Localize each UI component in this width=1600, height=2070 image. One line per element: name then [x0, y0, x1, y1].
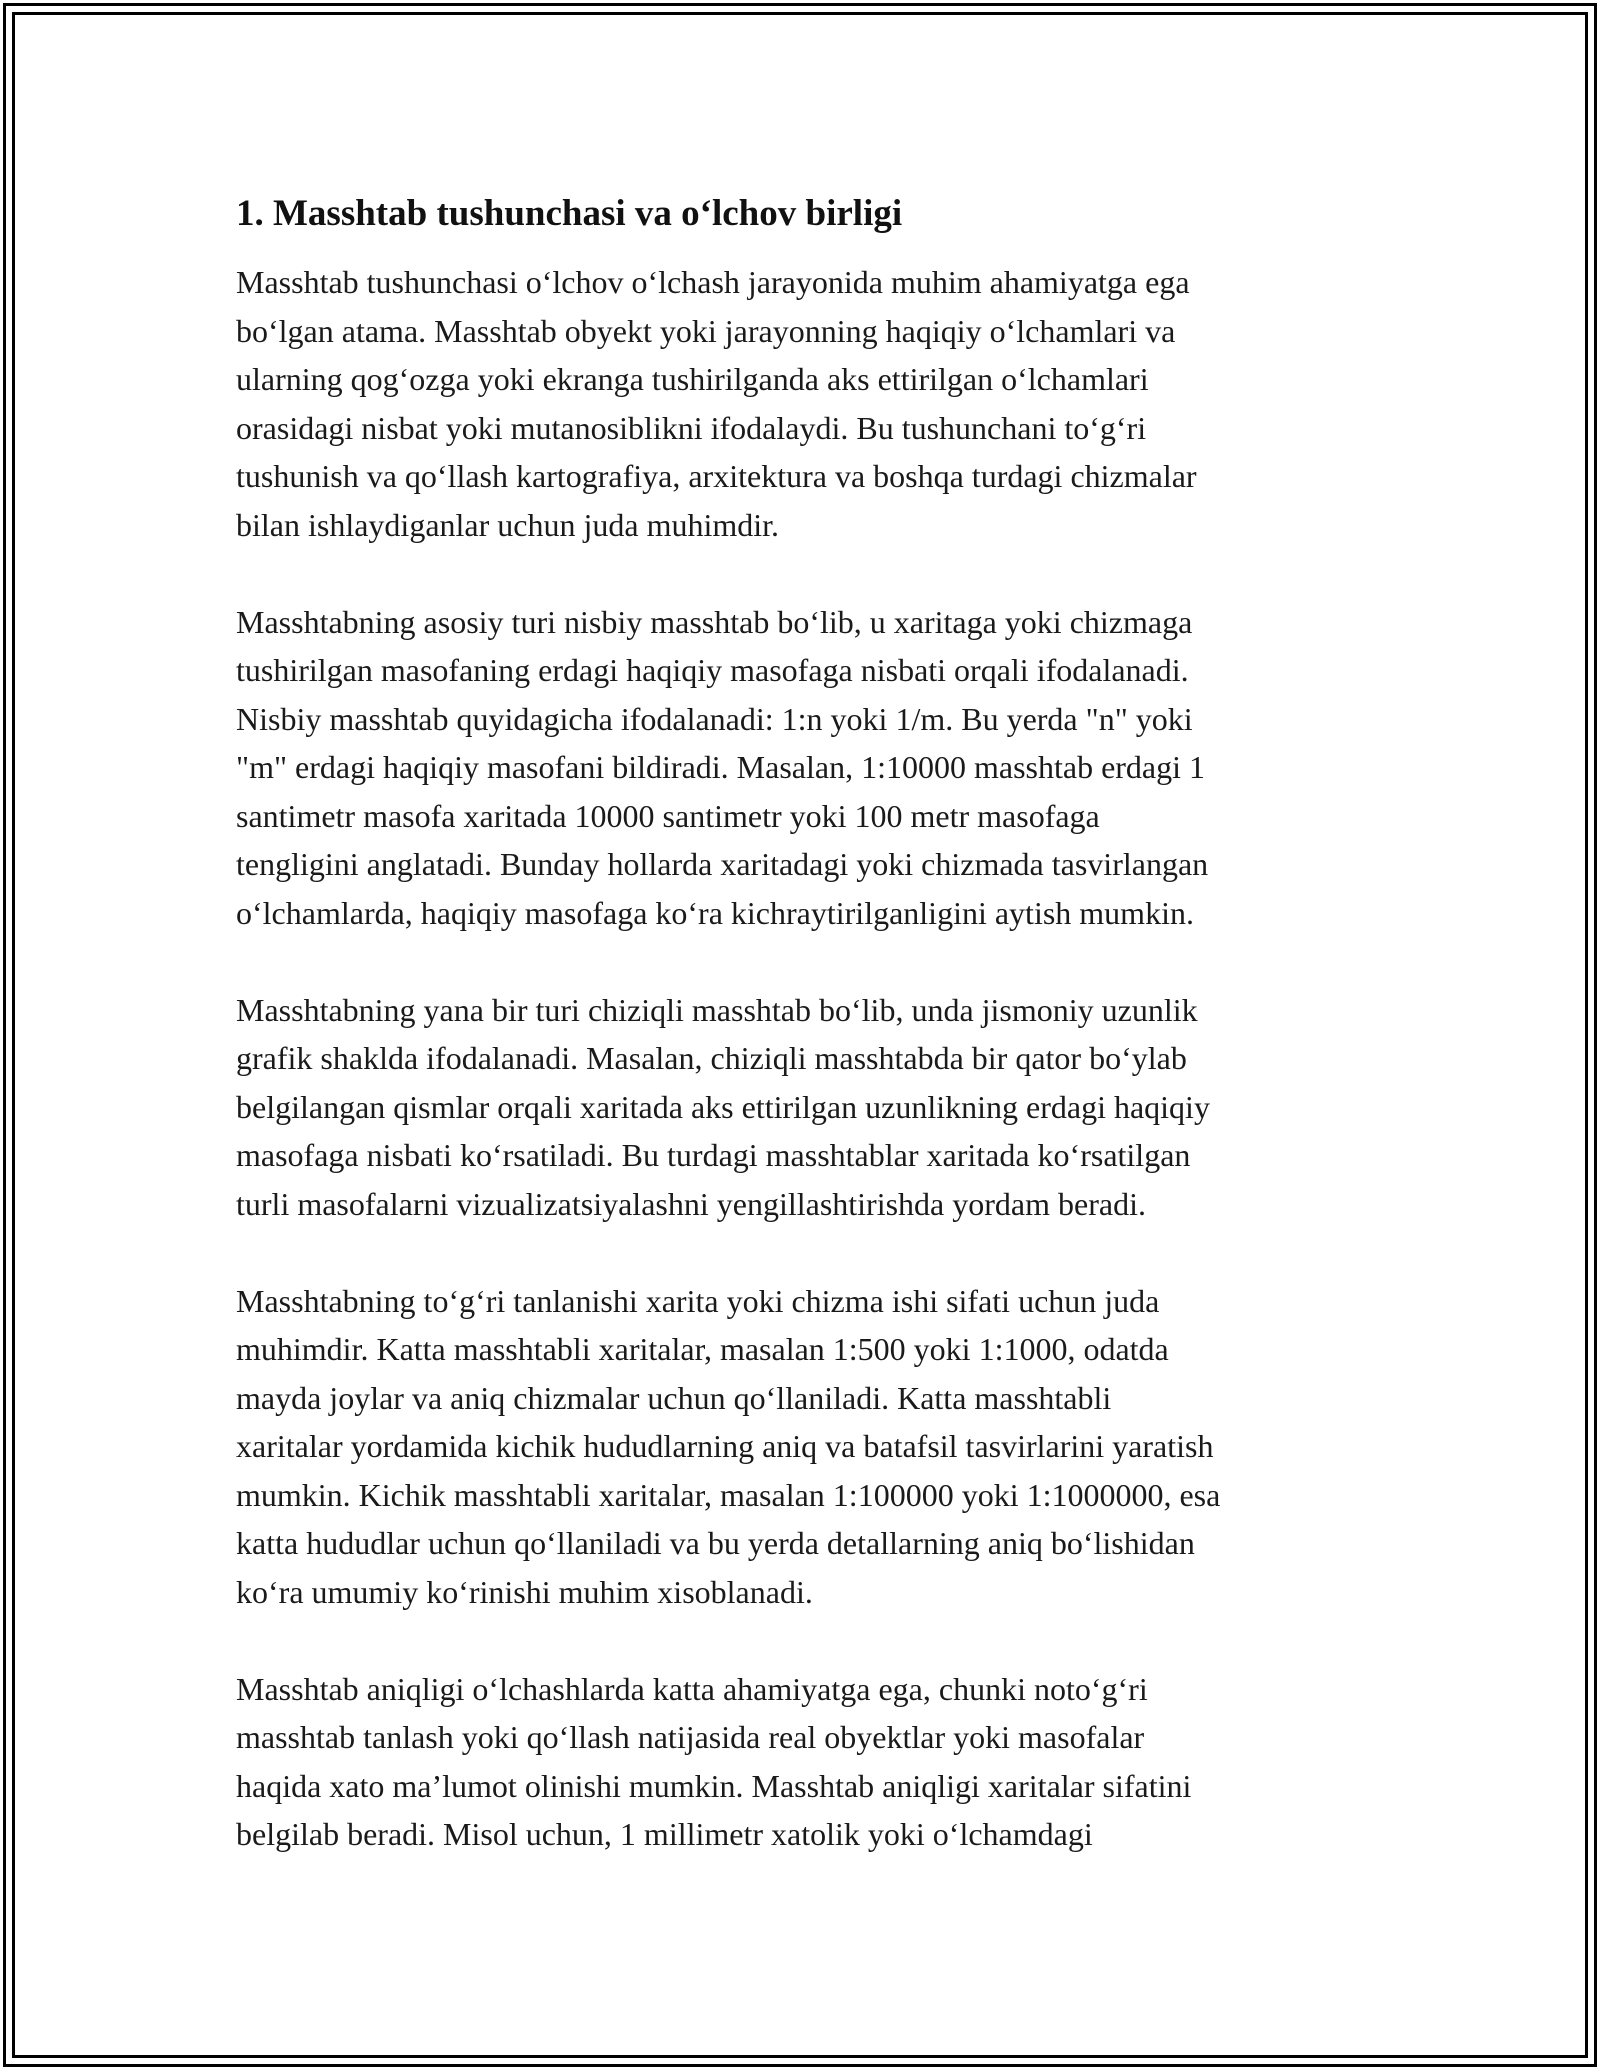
document-body	[236, 190, 1366, 1859]
paragraph-1: Masshtab tushunchasi o‘lchov o‘lchash jarayonida muhim ahamiyatga ega bo‘lgan atama. Masshtab obyekt yoki jarayonning haqiqiy o‘lchamlari va ularning qog‘ozga yoki ekranga tushirilganda aks ettirilgan o‘lchamlari orasidagi nisbat yoki mutanosiblikni ifodalaydi. Bu tushunchani to‘g‘ri tushunish va qo‘llash kartografiya, arxitektura va boshqa turdagi chizmalar bilan ishlaydiganlar uchun juda muhimdir.	[236, 264, 1197, 543]
paragraph-5: Masshtab aniqligi o‘lchashlarda katta ahamiyatga ega, chunki noto‘g‘ri masshtab tanlash yoki qo‘llash natijasida real obyektlar yoki masofalar haqida xato ma’lumot olinishi mumkin. Masshtab aniqligi xaritalar sifatini belgilab beradi. Misol uchun, 1 millimetr xatolik yoki o‘lchamdagi	[236, 1670, 1192, 1852]
paragraph-3: Masshtabning yana bir turi chiziqli masshtab bo‘lib, unda jismoniy uzunlik grafik shaklda ifodalanadi. Masalan, chiziqli masshtabda bir qator bo‘ylab belgilangan qismlar orqali xaritada aks ettirilgan uzunlikning erdagi haqiqiy masofaga nisbati ko‘rsatiladi. Bu turdagi masshtablar xaritada ko‘rsatilgan turli masofalarni vizualizatsiyalashni yengillashtirishda yordam beradi.	[236, 991, 1210, 1222]
paragraph-2: Masshtabning asosiy turi nisbiy masshtab bo‘lib, u xaritaga yoki chizmaga tushirilgan masofaning erdagi haqiqiy masofaga nisbati orqali ifodalanadi. Nisbiy masshtab quyidagicha ifodalanadi: 1:n yoki 1/m. Bu yerda "n" yoki "m" erdagi haqiqiy masofani bildiradi. Masalan, 1:10000 masshtab erdagi 1 santimetr masofa xaritada 10000 santimetr yoki 100 metr masofaga tengligini anglatadi. Bunday hollarda xaritadagi yoki chizmada tasvirlangan o‘lchamlarda, haqiqiy masofaga ko‘ra kichraytirilganligini aytish mumkin.	[236, 603, 1209, 931]
paragraph-4: Masshtabning to‘g‘ri tanlanishi xarita yoki chizma ishi sifati uchun juda muhimdir. Katta masshtabli xaritalar, masalan 1:500 yoki 1:1000, odatda mayda joylar va aniq chizmalar uchun qo‘llaniladi. Katta masshtabli xaritalar yordamida kichik hududlarning aniq va batafsil tasvirlarini yaratish mumkin. Kichik masshtabli xaritalar, masalan 1:100000 yoki 1:1000000, esa katta hududlar uchun qo‘llaniladi va bu yerda detallarning aniq bo‘lishidan ko‘ra umumiy ko‘rinishi muhim xisoblanadi.	[236, 1282, 1221, 1610]
section-heading: 1. Masshtab tushunchasi va o‘lchov birligi	[236, 193, 903, 234]
